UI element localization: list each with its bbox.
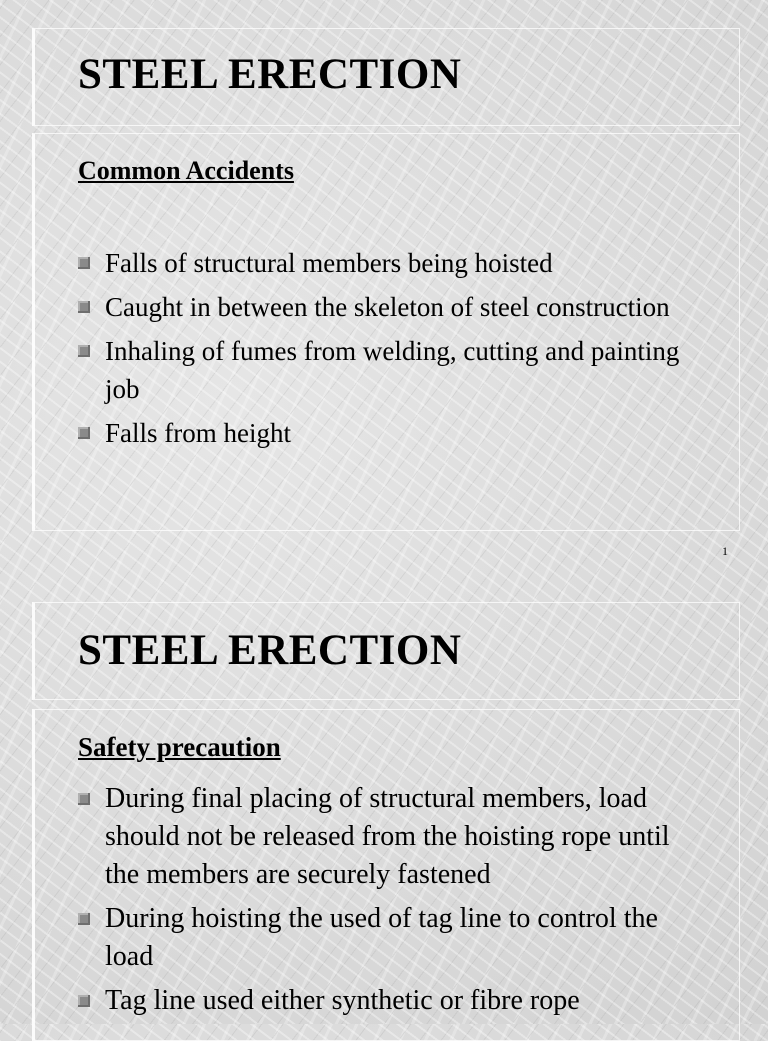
bullet-list: [78, 244, 708, 458]
bullet-text: During final placing of structural members, load should not be released from the hoisting rope until the members are securely fastened: [105, 783, 670, 890]
square-bullet-icon: [78, 257, 90, 269]
square-bullet-icon: [78, 793, 90, 805]
bullet-text: During hoisting the used of tag line to control the load: [105, 903, 658, 972]
square-bullet-icon: [78, 995, 90, 1007]
section-heading: Safety precaution: [78, 732, 281, 762]
bullet-list: [78, 780, 708, 1026]
slide-2: [0, 574, 768, 1024]
bullet-text: Tag line used either synthetic or fibre rope: [105, 985, 580, 1016]
list-item: [78, 244, 708, 282]
square-bullet-icon: [78, 345, 90, 357]
list-item: [78, 414, 708, 452]
list-item: [78, 982, 708, 1020]
bullet-text: Falls of structural members being hoisted: [105, 248, 553, 278]
square-bullet-icon: [78, 427, 90, 439]
bullet-text: Falls from height: [105, 418, 291, 448]
square-bullet-icon: [78, 913, 90, 925]
slide-title: STEEL ERECTION: [78, 51, 462, 98]
slide-title: STEEL ERECTION: [78, 627, 462, 674]
square-bullet-icon: [78, 301, 90, 313]
section-heading: Common Accidents: [78, 156, 294, 185]
list-item: [78, 288, 708, 326]
list-item: [78, 332, 708, 408]
slide-number: 1: [722, 544, 728, 558]
bullet-text: Caught in between the skeleton of steel construction: [105, 292, 670, 322]
list-item: [78, 900, 708, 976]
list-item: [78, 780, 708, 894]
bullet-text: Inhaling of fumes from welding, cutting and painting job: [105, 336, 680, 404]
